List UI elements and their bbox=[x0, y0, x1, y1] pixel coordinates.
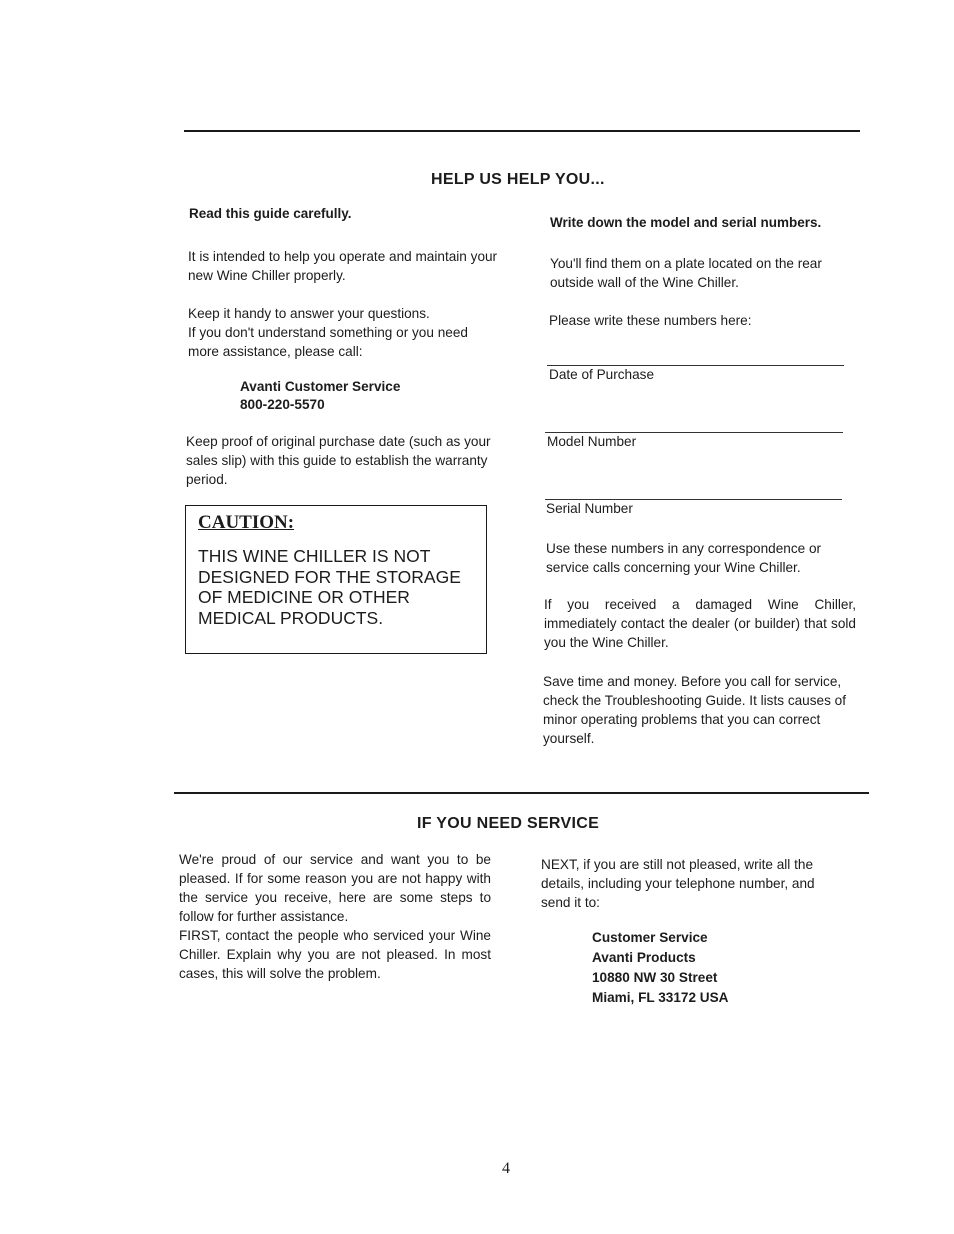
service-section-title: IF YOU NEED SERVICE bbox=[417, 815, 600, 832]
contact-phone: 800-220-5570 bbox=[240, 397, 325, 412]
right-para-1: You'll find them on a plate located on the rear outside wall of the Wine Chiller. bbox=[550, 256, 822, 290]
middle-rule bbox=[174, 792, 869, 794]
left-subhead: Read this guide carefully. bbox=[189, 206, 352, 221]
caution-box bbox=[185, 505, 487, 654]
contact-name: Avanti Customer Service bbox=[240, 379, 401, 394]
service-left-para-2: FIRST, contact the people who serviced your Wine Chiller. Explain why you are not pleased. In most cases, this will solve the problem. bbox=[179, 928, 491, 981]
address-line-1: Customer Service bbox=[592, 930, 708, 945]
left-para-2-line1: Keep it handy to answer your questions. bbox=[188, 306, 430, 321]
date-of-purchase-label: Date of Purchase bbox=[549, 367, 655, 382]
right-para-4: If you received a damaged Wine Chiller, immediately contact the dealer (or builder) that sold you the Wine Chiller. bbox=[544, 597, 856, 650]
right-para-2: Please write these numbers here: bbox=[549, 313, 752, 328]
service-left-para-1: We're proud of our service and want you to be pleased. If for some reason you are not happy with the service you receive, here are some steps to follow for further assistance. bbox=[179, 852, 491, 924]
top-rule bbox=[184, 130, 860, 132]
service-address bbox=[592, 928, 729, 1008]
address-line-2: Avanti Products bbox=[592, 950, 696, 965]
date-of-purchase-line bbox=[547, 365, 844, 366]
serial-number-line bbox=[545, 499, 842, 500]
contact-block bbox=[240, 377, 400, 415]
address-line-4: Miami, FL 33172 USA bbox=[592, 990, 729, 1005]
serial-number-label: Serial Number bbox=[546, 501, 633, 516]
left-para-3: Keep proof of original purchase date (such as your sales slip) with this guide to establish the warranty period. bbox=[186, 434, 491, 487]
help-section-title: HELP US HELP YOU... bbox=[431, 171, 605, 188]
left-para-1: It is intended to help you operate and maintain your new Wine Chiller properly. bbox=[188, 249, 498, 283]
right-para-5: Save time and money. Before you call for service, check the Troubleshooting Guide. It lists causes of minor operating problems that you can correct yourself. bbox=[543, 674, 847, 746]
address-line-3: 10880 NW 30 Street bbox=[592, 970, 718, 985]
right-subhead: Write down the model and serial numbers. bbox=[550, 215, 822, 230]
model-number-line bbox=[545, 432, 843, 433]
page-number: 4 bbox=[502, 1160, 510, 1177]
left-para-2-rest: If you don't understand something or you need more assistance, please call: bbox=[188, 325, 468, 359]
caution-text: THIS WINE CHILLER IS NOT DESIGNED FOR THE STORAGE OF MEDICINE OR OTHER MEDICAL PRODUCTS. bbox=[198, 546, 461, 628]
service-left-block bbox=[179, 850, 491, 983]
model-number-label: Model Number bbox=[547, 434, 637, 449]
left-para-2 bbox=[188, 304, 488, 361]
service-right-para-1: NEXT, if you are still not pleased, write all the details, including your telephone number, and send it to: bbox=[541, 857, 815, 910]
caution-title: CAUTION: bbox=[198, 512, 295, 533]
right-para-3: Use these numbers in any correspondence or service calls concerning your Wine Chiller. bbox=[546, 541, 822, 575]
